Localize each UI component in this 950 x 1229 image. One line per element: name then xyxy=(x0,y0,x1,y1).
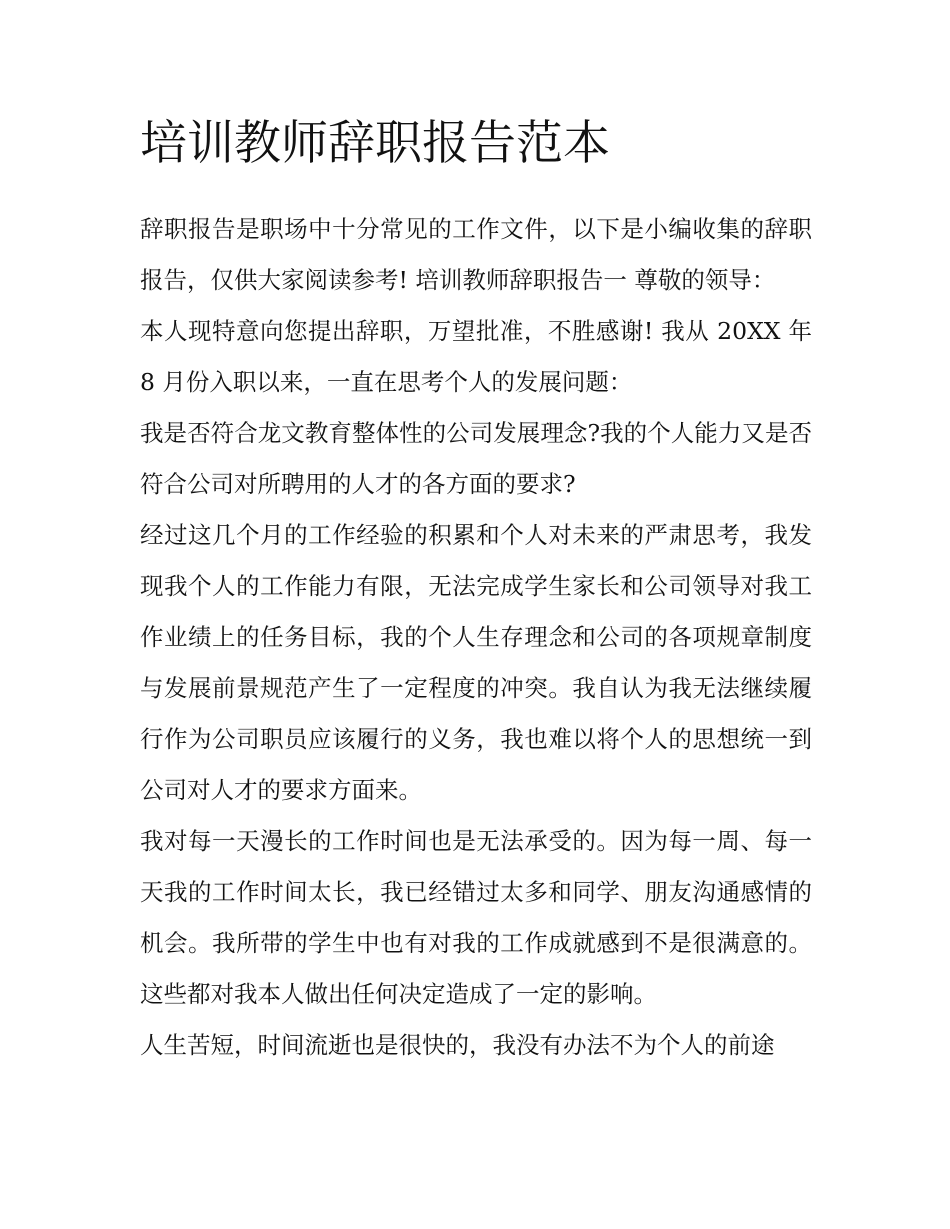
document-title: 培训教师辞职报告范本 xyxy=(140,116,610,171)
paragraph-self-question: 我是否符合龙文教育整体性的公司发展理念?我的个人能力又是否符合公司对所聘用的人才的各方面的要求? xyxy=(140,419,812,498)
document-page xyxy=(140,112,812,1071)
paragraph-resignation-request: 本人现特意向您提出辞职，万望批准，不胜感谢! 我从 20XX 年 8 月份入职以来，一直在思考个人的发展问题： xyxy=(140,317,812,396)
paragraph-reflection: 经过这几个月的工作经验的积累和个人对未来的严肃思考，我发现我个人的工作能力有限，无法完成学生家长和公司领导对我工作业绩上的任务目标，我的个人生存理念和公司的各项规章制度与发展前景规范产生了一定程度的冲突。我自认为我无法继续履行作为公司职员应该履行的义务，我也难以将个人的思想统一到公司对人才的要求方面来。 xyxy=(140,521,812,804)
paragraph-work-hours: 我对每一天漫长的工作时间也是无法承受的。因为每一周、每一天我的工作时间太长，我已经错过太多和同学、朋友沟通感情的机会。我所带的学生中也有对我的工作成就感到不是很满意的。这些都对我本人做出任何决定造成了一定的影响。 xyxy=(140,827,812,1008)
paragraph-life-short: 人生苦短，时间流逝也是很快的，我没有办法不为个人的前途 xyxy=(140,1031,775,1059)
paragraph-intro: 辞职报告是职场中十分常见的工作文件，以下是小编收集的辞职报告，仅供大家阅读参考! 培训教师辞职报告一 尊敬的领导： xyxy=(140,215,812,294)
